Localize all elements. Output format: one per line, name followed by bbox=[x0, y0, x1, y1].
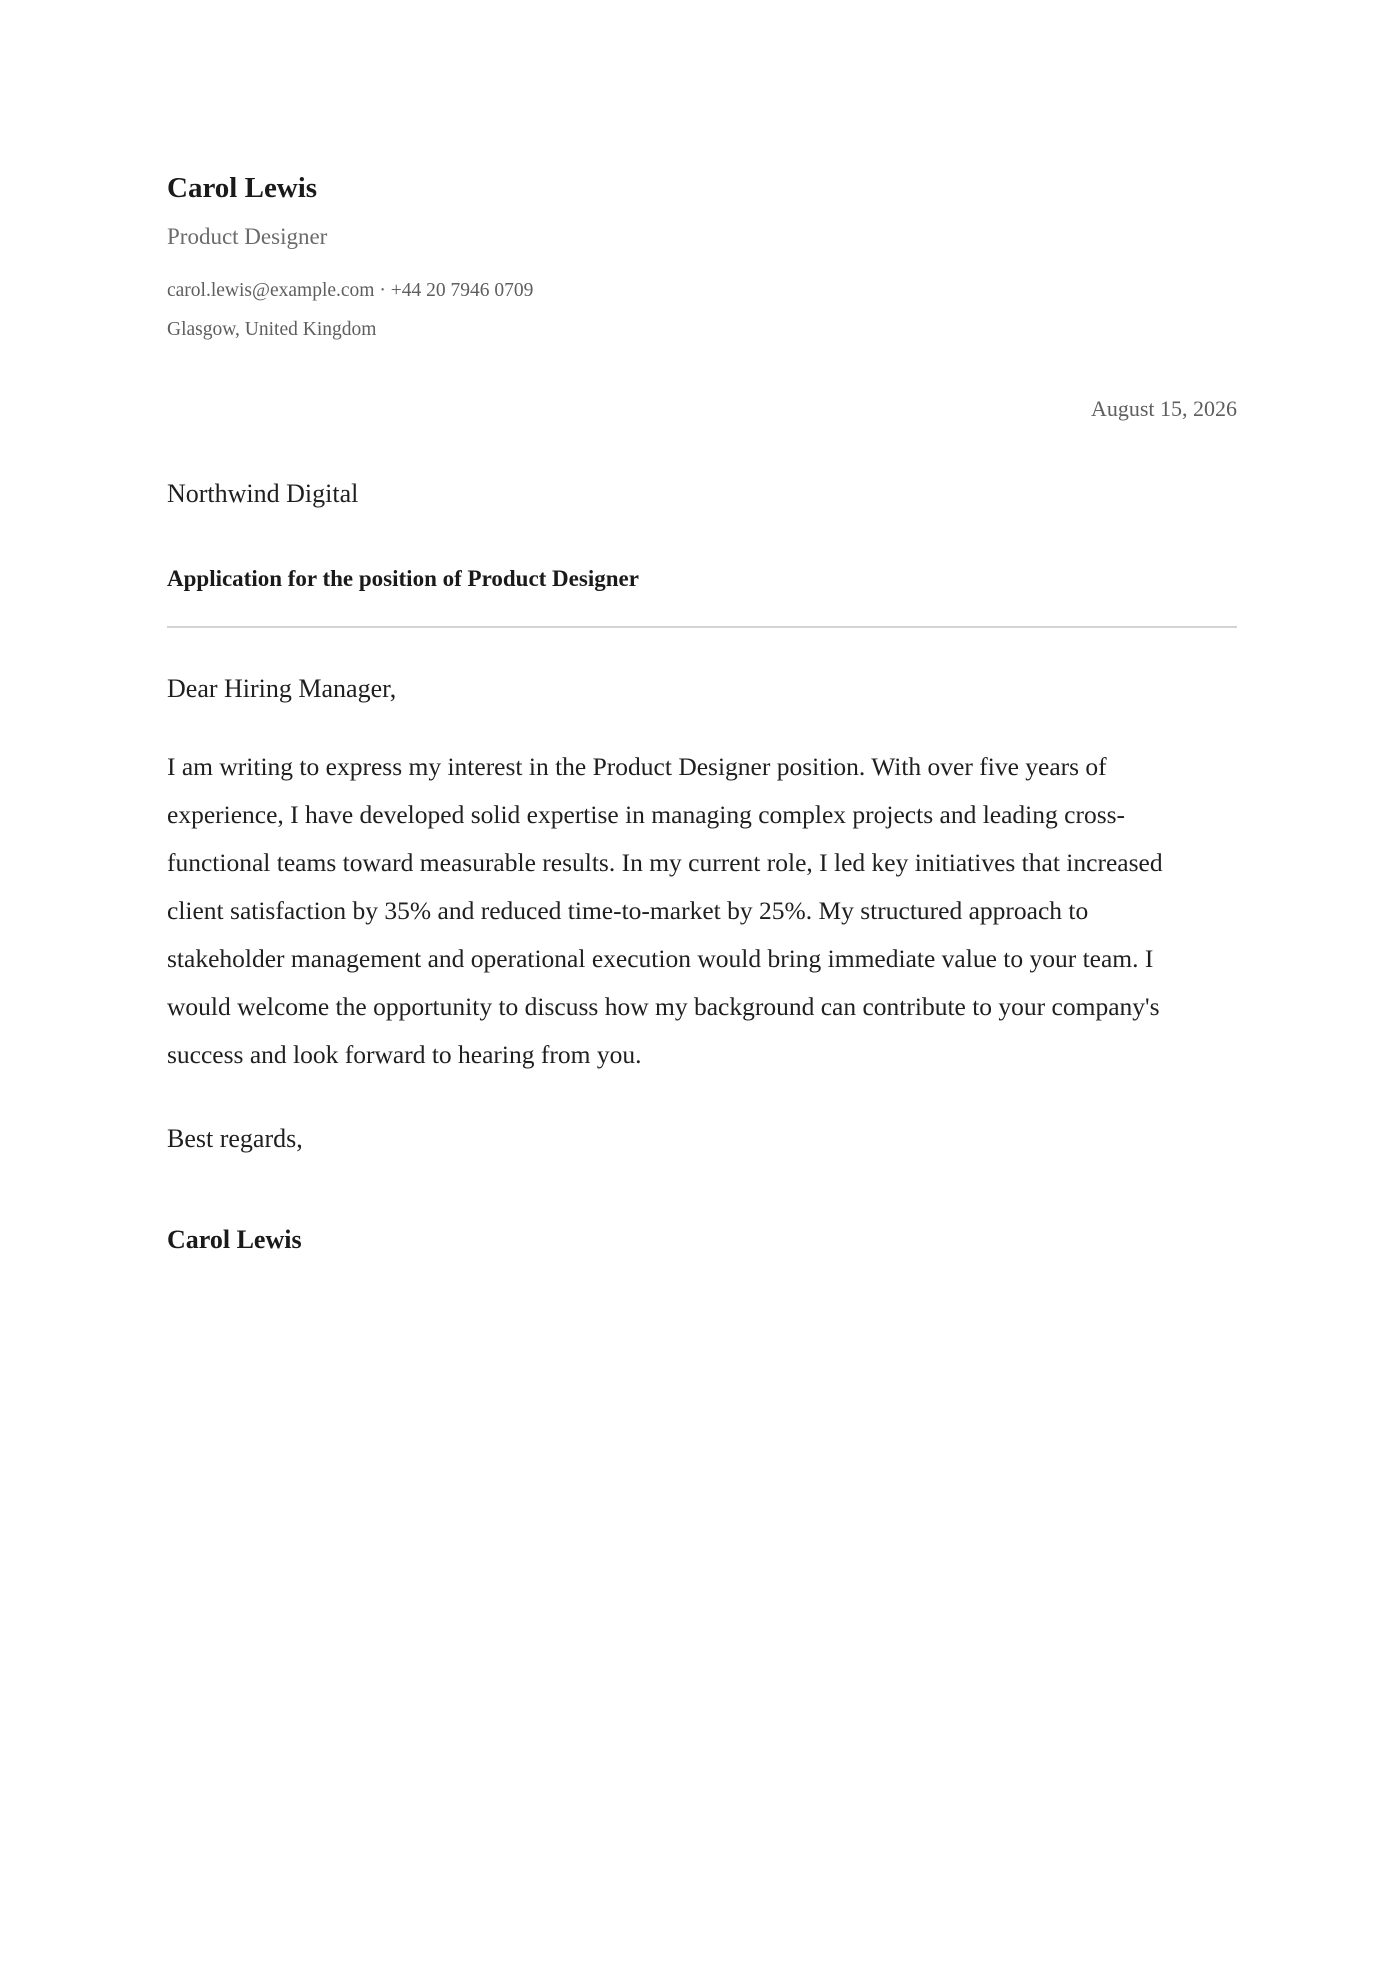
closing: Best regards, bbox=[167, 1124, 303, 1153]
body-line: client satisfaction by 35% and reduced time-to-market by 25%. My structured approach to bbox=[167, 896, 1089, 925]
body-line: experience, I have developed solid expertise in managing complex projects and leading cross- bbox=[167, 800, 1126, 829]
subject-divider bbox=[167, 626, 1237, 628]
body-line: functional teams toward measurable results. In my current role, I led key initiatives that increased bbox=[167, 848, 1163, 877]
sender-name: Carol Lewis bbox=[167, 172, 318, 204]
sender-location: Glasgow, United Kingdom bbox=[167, 319, 377, 340]
sender-title: Product Designer bbox=[167, 224, 328, 249]
letter-date: August 15, 2026 bbox=[1090, 396, 1237, 421]
signature-name: Carol Lewis bbox=[167, 1225, 302, 1254]
body-line: I am writing to express my interest in the Product Designer position. With over five years of bbox=[167, 752, 1107, 781]
recipient-company: Northwind Digital bbox=[167, 479, 359, 508]
body-line: success and look forward to hearing from you. bbox=[167, 1040, 642, 1069]
letter-body bbox=[167, 743, 1242, 1079]
body-line: would welcome the opportunity to discuss how my background can contribute to your company's bbox=[167, 992, 1160, 1021]
letter-subject: Application for the position of Product Designer bbox=[167, 566, 639, 591]
greeting: Dear Hiring Manager, bbox=[167, 674, 397, 703]
body-line: stakeholder management and operational execution would bring immediate value to your team. I bbox=[167, 944, 1154, 973]
sender-contact: carol.lewis@example.com · +44 20 7946 0709 bbox=[167, 280, 534, 301]
